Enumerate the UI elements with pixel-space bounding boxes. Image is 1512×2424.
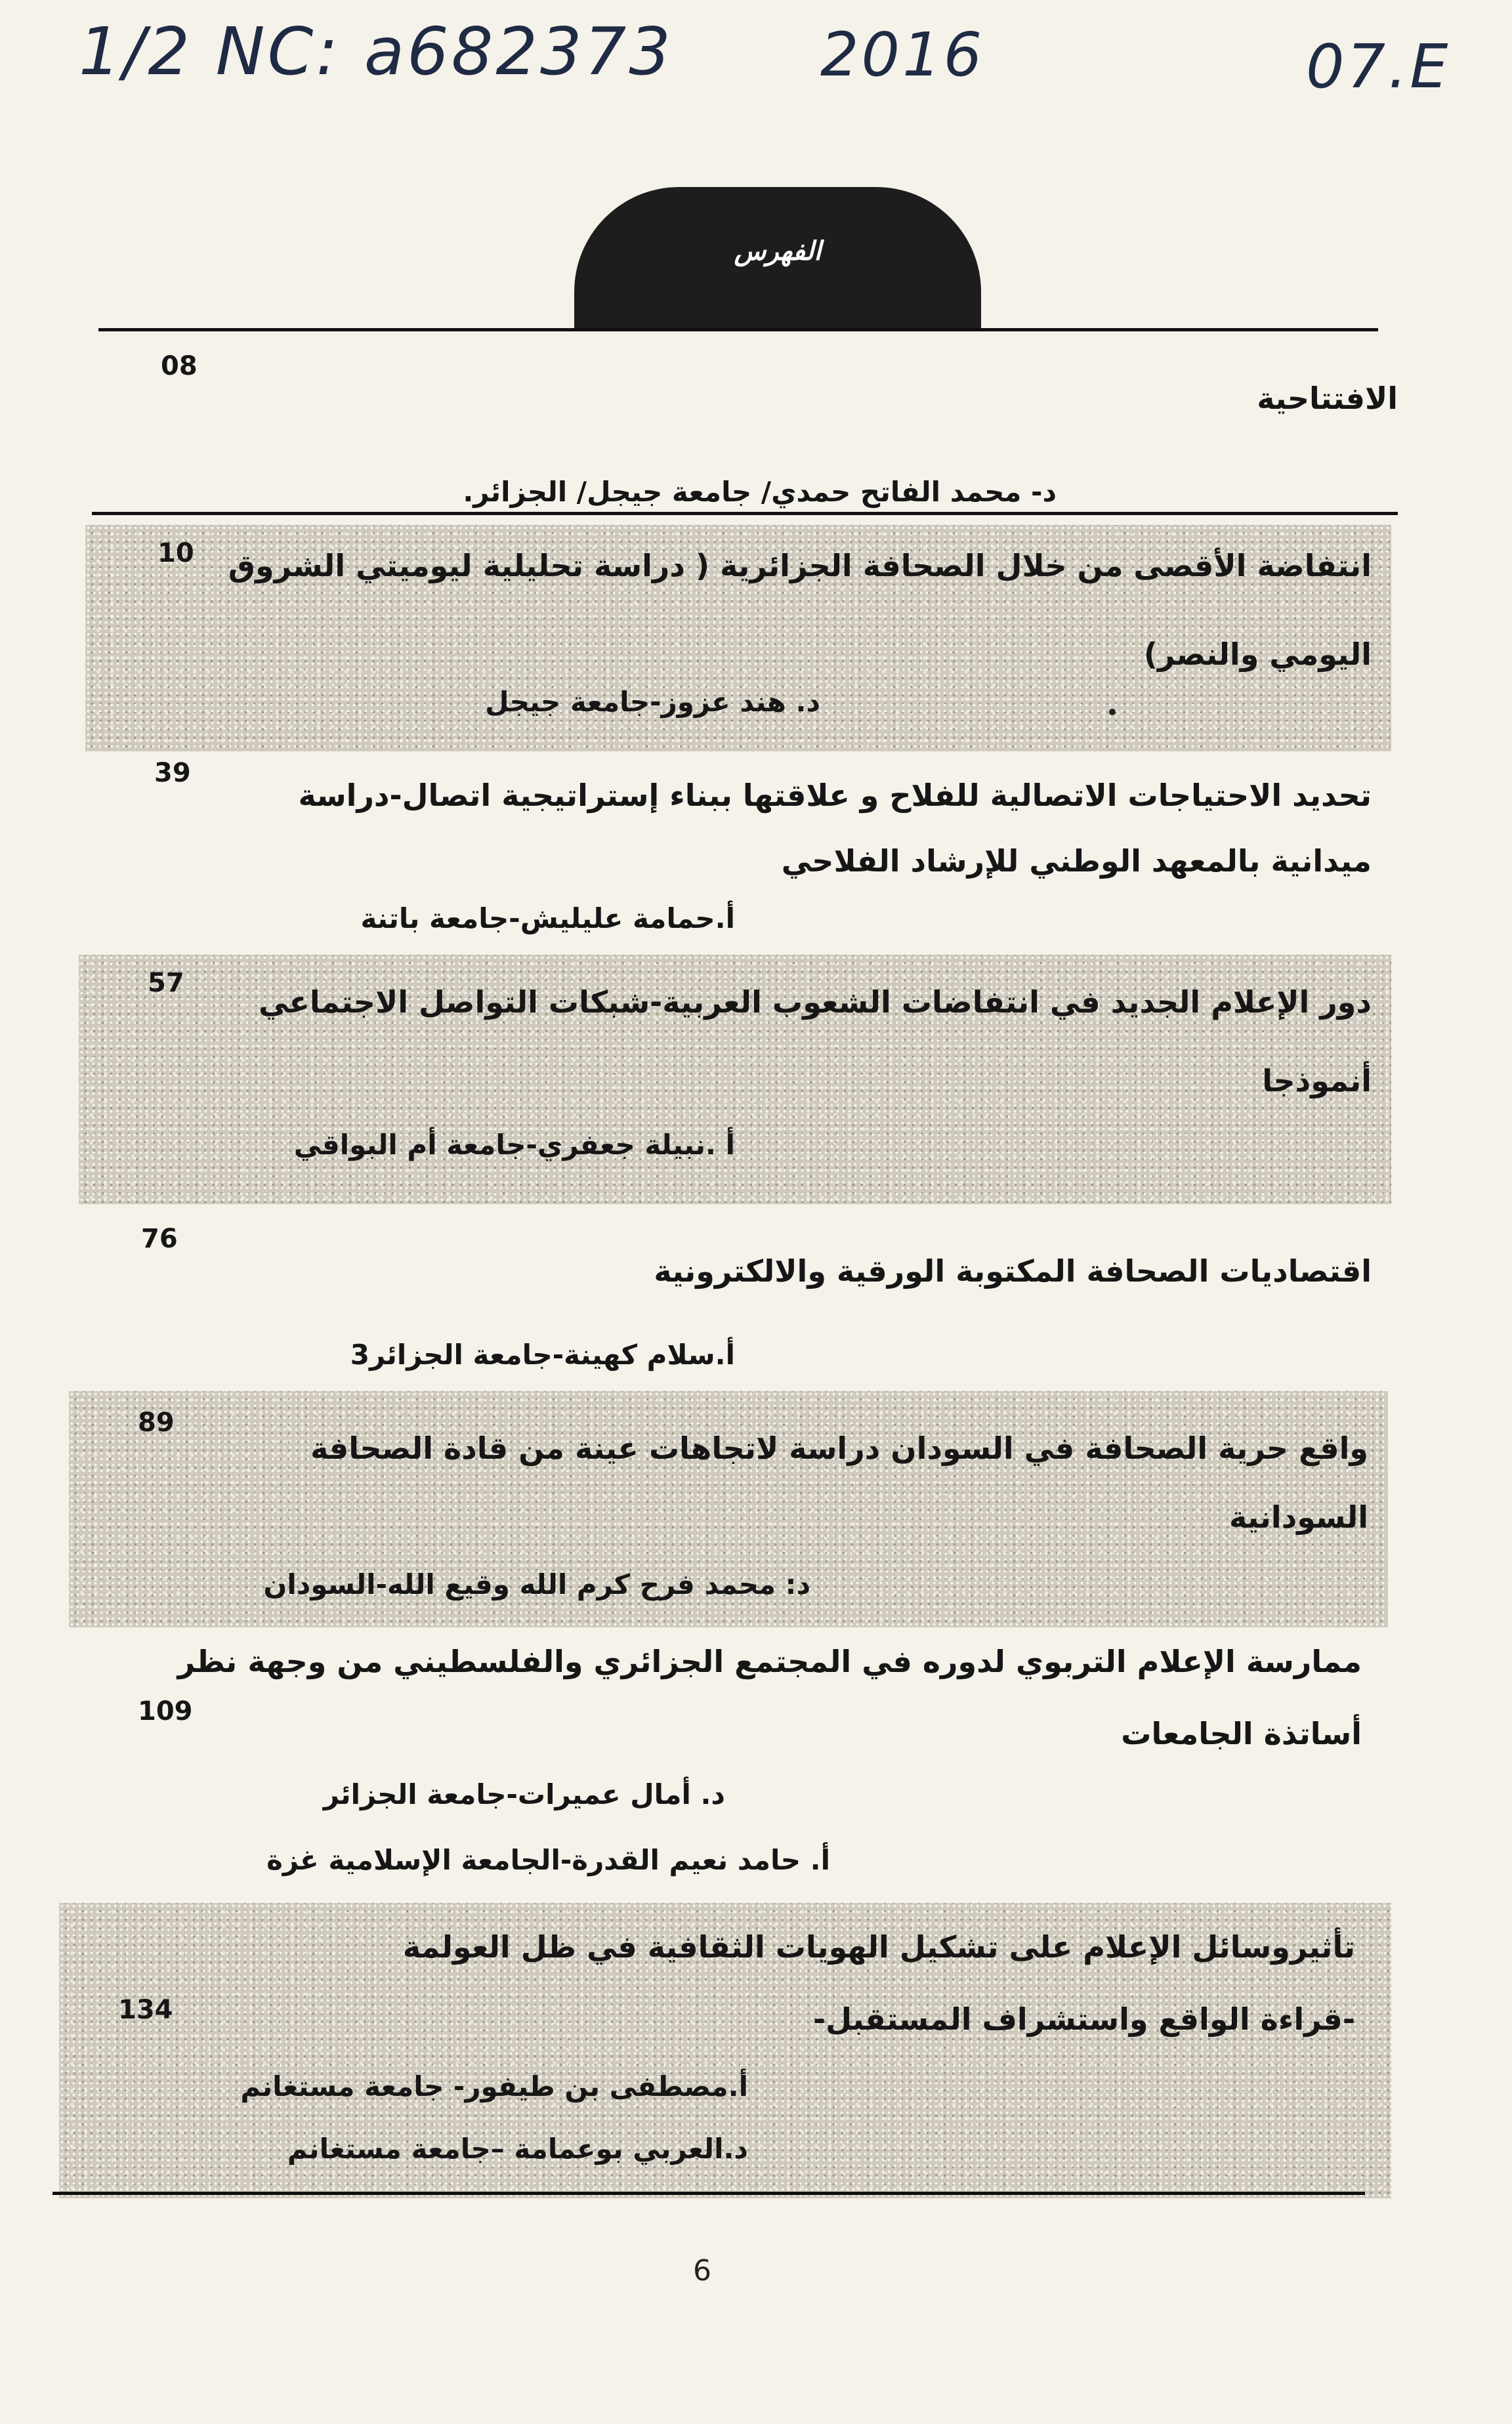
entry-author: أ .نبيلة جعفري-جامعة أم البواقي bbox=[293, 1129, 735, 1161]
entry-author: د: محمد فرح كرم الله وقيع الله-السودان bbox=[263, 1568, 810, 1600]
entry-title: الافتتاحية bbox=[1257, 381, 1398, 416]
toc-entry-5 bbox=[72, 1204, 1391, 1391]
entry-title-line-1: ممارسة الإعلام التربوي لدوره في المجتمع الجزائري والفلسطيني من وجهة نظر bbox=[177, 1644, 1362, 1679]
entry-title: اقتصاديات الصحافة المكتوبة الورقية والالكترونية bbox=[654, 1253, 1372, 1289]
page-number: 39 bbox=[154, 758, 191, 788]
page-number: 08 bbox=[161, 351, 198, 381]
page-number: 89 bbox=[138, 1408, 175, 1438]
entry-title-line-2: -قراءة الواقع واستشراف المستقبل- bbox=[812, 2001, 1355, 2037]
entry-author: د. هند عزوز-جامعة جيجل bbox=[485, 686, 820, 718]
speck-mark bbox=[1109, 709, 1116, 715]
toc-entry-6 bbox=[69, 1391, 1388, 1627]
section-rule bbox=[92, 512, 1398, 515]
entry-author: أ.سلام كهينة-جامعة الجزائر3 bbox=[350, 1339, 735, 1371]
page-number: 57 bbox=[148, 968, 184, 998]
toc-entry-8 bbox=[59, 1903, 1391, 2198]
index-title-tab bbox=[574, 187, 981, 328]
page-number: 134 bbox=[118, 1995, 173, 2025]
handwritten-year: 2016 bbox=[820, 20, 985, 90]
entry-title-line-2: اليومي والنصر) bbox=[1143, 637, 1372, 672]
entry-title-line-1: دور الإعلام الجديد في انتفاضات الشعوب العربية-شبكات التواصل الاجتماعي bbox=[258, 984, 1372, 1020]
entry-title-line-2: ميدانية بالمعهد الوطني للإرشاد الفلاحي bbox=[781, 843, 1372, 879]
toc-entry-1 bbox=[95, 331, 1398, 515]
entry-title-line-1: انتفاضة الأقصى من خلال الصحافة الجزائرية ( دراسة تحليلية ليوميتي الشروق bbox=[228, 548, 1372, 583]
entry-title-line-1: واقع حرية الصحافة في السودان دراسة لاتجاهات عينة من قادة الصحافة bbox=[310, 1431, 1368, 1466]
entry-title-line-1: تأثيروسائل الإعلام على تشكيل الهويات الثقافية في ظل العولمة bbox=[402, 1929, 1355, 1965]
entry-author-1: د. أمال عميرات-جامعة الجزائر bbox=[323, 1778, 725, 1810]
index-title: الفهرس bbox=[734, 236, 822, 266]
toc-entry-3 bbox=[85, 751, 1391, 958]
toc-entry-7 bbox=[66, 1627, 1388, 1906]
entry-title-line-2: أساتذة الجامعات bbox=[1121, 1716, 1362, 1751]
entry-author-1: أ.مصطفى بن طيفور- جامعة مستغانم bbox=[240, 2070, 748, 2102]
entry-title-line-2: السودانية bbox=[1228, 1499, 1368, 1535]
entry-author: د- محمد الفاتح حمدي/ جامعة جيجل/ الجزائر. bbox=[463, 476, 1057, 508]
entry-author-2: أ. حامد نعيم القدرة-الجامعة الإسلامية غزة bbox=[266, 1844, 830, 1876]
entry-author: أ.حمامة عليليش-جامعة باتنة bbox=[360, 902, 735, 934]
entry-title-line-1: تحديد الاحتياجات الاتصالية للفلاح و علاقتها ببناء إستراتيجية اتصال-دراسة bbox=[298, 778, 1372, 813]
entry-author-2: د.العربي بوعمامة –جامعة مستغانم bbox=[287, 2133, 748, 2165]
page-number: 109 bbox=[138, 1696, 193, 1726]
entry-title-line-2: أنموذجا bbox=[1262, 1063, 1372, 1098]
handwritten-catalog-note: 1/2 NC: a682373 bbox=[79, 13, 673, 90]
page-footer-number: 6 bbox=[693, 2254, 711, 2288]
toc-entry-2 bbox=[85, 525, 1391, 751]
page-number: 76 bbox=[141, 1224, 178, 1254]
bottom-rule bbox=[52, 2192, 1365, 2195]
page-number: 10 bbox=[158, 538, 194, 568]
handwritten-code: 07.E bbox=[1306, 31, 1451, 102]
toc-entry-4 bbox=[79, 955, 1391, 1204]
